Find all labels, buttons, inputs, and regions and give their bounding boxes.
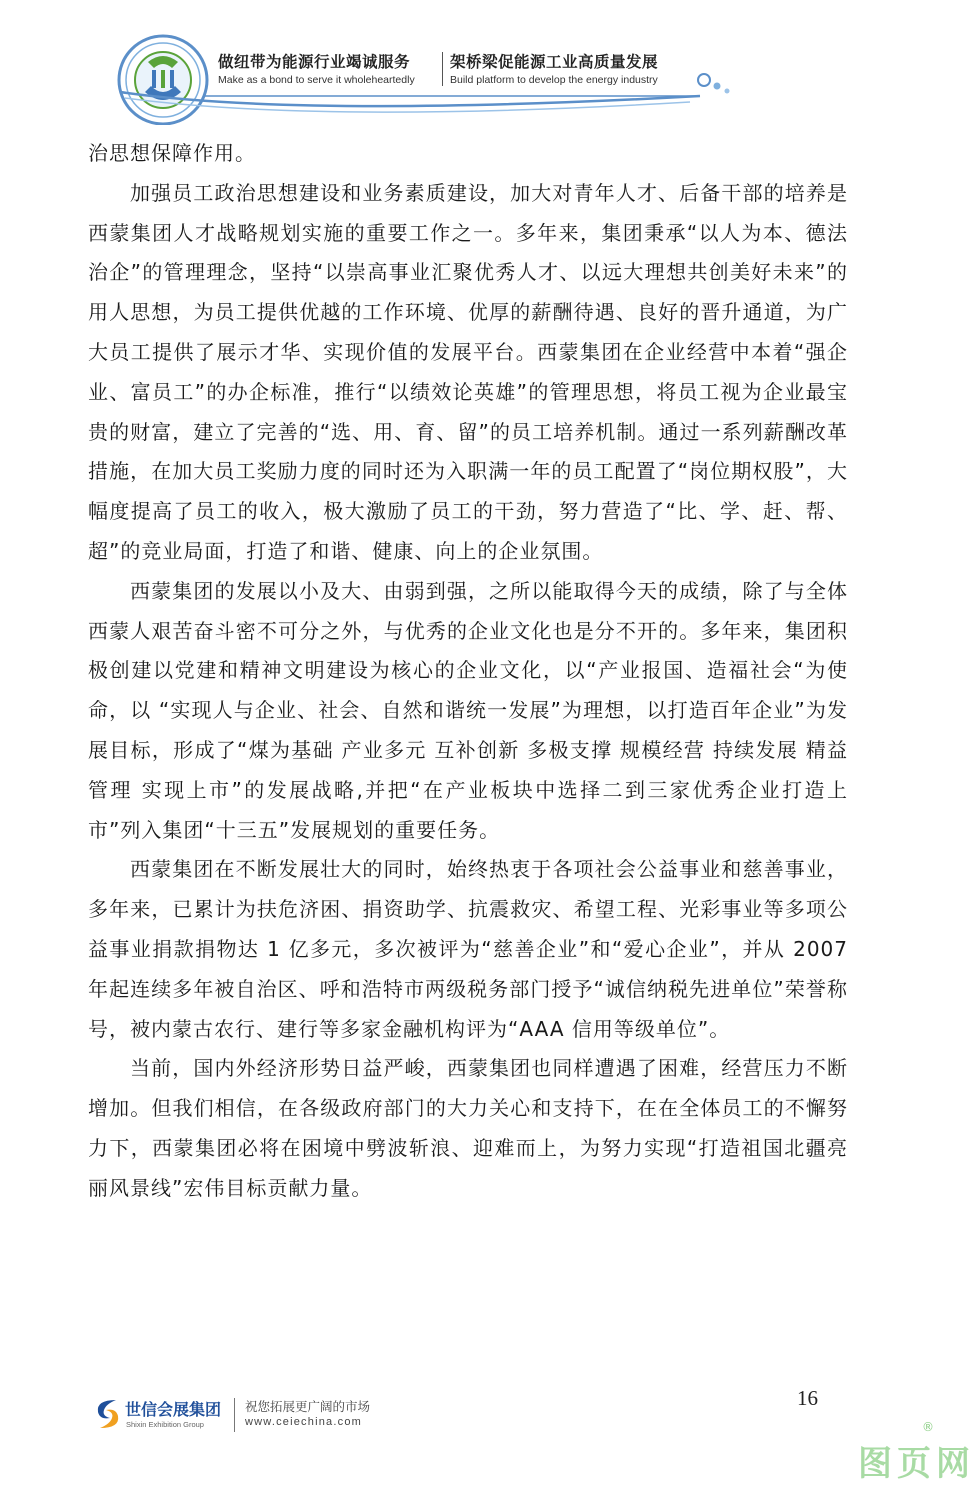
article-body	[88, 134, 848, 1209]
website-link[interactable]: www.ceiechina.com	[245, 1416, 362, 1428]
paragraph: 西蒙集团的发展以小及大、由弱到强，之所以能取得今天的成绩，除了与全体西蒙人艰苦奋斗密不可分之外，与优秀的企业文化也是分不开的。多年来，集团积极创建以党建和精神文明建设为核心的企业文化，以“产业报国、造福社会“为使命，以 “实现人与企业、社会、自然和谐统一发展”为理想，以打造百年企业”为发展目标，形成了“煤为基础 产业多元 互补创新 多极支撑 规模经营 持续发展 精益管理 实现上市”的发展战略,并把“在产业板块中选择二到三家优秀企业打造上市”列入集团“十三五”发展规划的重要任务。	[88, 578, 848, 842]
header-slogan-left-en: Make as a bond to serve it wholeheartedly	[218, 74, 415, 86]
header-slogan-right-en: Build platform to develop the energy industry	[450, 74, 658, 86]
paragraph: 加强员工政治思想建设和业务素质建设，加大对青年人才、后备干部的培养是西蒙集团人才战略规划实施的重要工作之一。多年来，集团秉承“以人为本、德法治企”的管理理念，坚持“以崇高事业汇聚优秀人才、以远大理想共创美好未来”的用人思想，为员工提供优越的工作环境、优厚的薪酬待遇、良好的晋升通道，为广大员工提供了展示才华、实现价值的发展平台。西蒙集团在企业经营中本着“强企业、富员工”的办企标准，推行“以绩效论英雄”的管理思想，将员工视为企业最宝贵的财富，建立了完善的“选、用、育、留”的员工培养机制。通过一系列薪酬改革措施，在加大员工奖励力度的同时还为入职满一年的员工配置了“岗位期权股”，大幅度提高了员工的收入，极大激励了员工的干劲，努力营造了“比、学、赶、帮、超”的竞业局面，打造了和谐、健康、向上的企业氛围。	[88, 180, 848, 563]
page-header	[0, 0, 980, 125]
org-name-en: Shixin Exhibition Group	[126, 1420, 204, 1429]
watermark-logo: 图页网	[858, 1444, 975, 1484]
page-footer	[0, 1380, 980, 1484]
org-name: 世信会展集团	[125, 1400, 222, 1419]
paragraph: 治思想保障作用。	[88, 141, 256, 165]
footer-divider	[234, 1398, 235, 1432]
header-slogan-left: 做纽带为能源行业竭诚服务	[218, 53, 411, 71]
registered-mark: ®	[922, 1420, 934, 1434]
paragraph: 西蒙集团在不断发展壮大的同时，始终热衷于各项社会公益事业和慈善事业，多年来，已累计为扶危济困、捐资助学、抗震救灾、希望工程、光彩事业等多项公益事业捐款捐物达 1 亿多元，多次被评为“慈善企业”和“爱心企业”，并从 2007 年起连续多年被自治区、呼和浩特市两级税务部门授予“诚信纳税先进单位”荣誉称号，被内蒙古农行、建行等多家金融机构评为“AAA 信用等级单位”。	[88, 857, 848, 1041]
footer-slogan: 祝您拓展更广阔的市场	[245, 1399, 371, 1414]
header-slogan-right: 架桥梁促能源工业高质量发展	[450, 53, 659, 71]
shixin-logo-icon	[92, 1394, 124, 1434]
header-divider	[442, 52, 443, 86]
paragraph: 当前，国内外经济形势日益严峻，西蒙集团也同样遭遇了困难，经营压力不断增加。但我们相信，在各级政府部门的大力关心和支持下，在在全体员工的不懈努力下，西蒙集团必将在困境中劈波斩浪、迎难而上，为努力实现“打造祖国北疆亮丽风景线”宏伟目标贡献力量。	[88, 1056, 848, 1200]
emblem-logo	[119, 36, 207, 124]
page-number: 16	[797, 1386, 818, 1410]
